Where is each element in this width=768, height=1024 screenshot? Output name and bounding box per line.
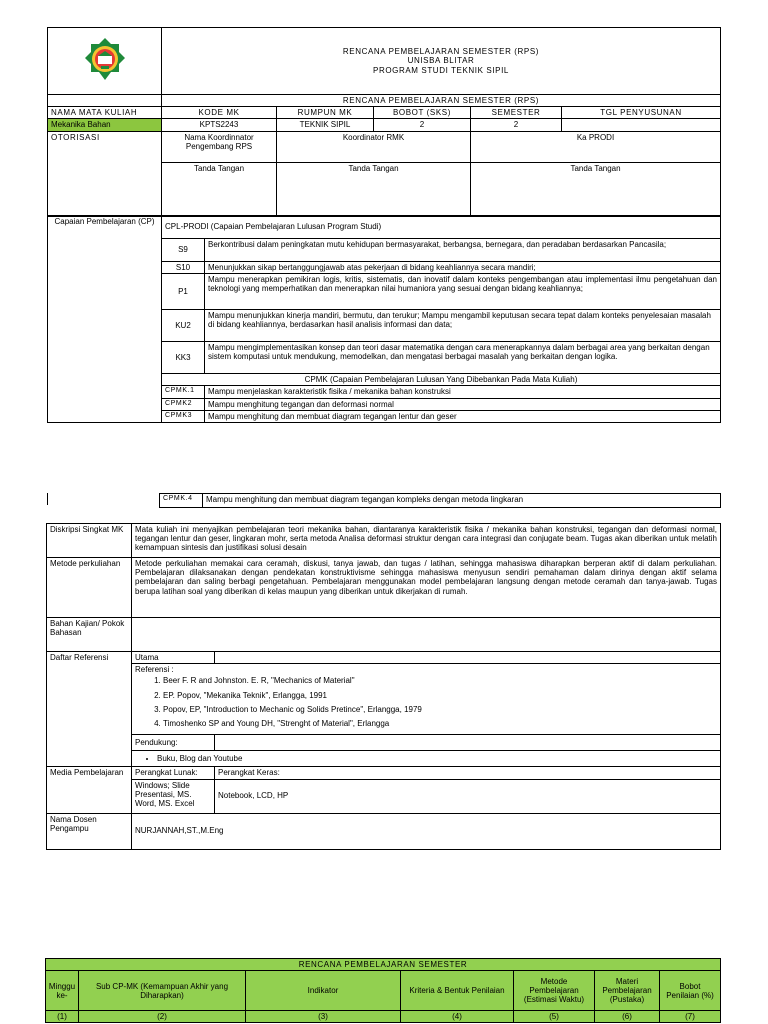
cpl-heading: CPL-PRODI (Capaian Pembelajaran Lulusan Program Studi) <box>162 216 721 239</box>
cpmk-text: Mampu menghitung dan membuat diagram tegangan kompleks dengan metoda lingkaran <box>203 494 721 508</box>
unisba-logo-icon <box>81 36 129 84</box>
cp-table <box>47 215 721 423</box>
pendukung-label: Pendukung: <box>132 735 215 751</box>
koordinator-rmk: Koordinator RMK <box>277 131 471 162</box>
cpmk-code: CPMK.1 <box>162 386 205 398</box>
course-label-row <box>48 107 721 119</box>
cpl-text: Menunjukkan sikap bertanggungjawab atas pekerjaan di bidang keahliannya secara mandiri; <box>205 262 721 274</box>
otorisasi-label: OTORISASI <box>48 131 162 216</box>
title-line-3: PROGRAM STUDI TEKNIK SIPIL <box>373 65 509 75</box>
perangkat-lunak-label: Perangkat Lunak: <box>132 767 215 779</box>
cpl-code: P1 <box>162 274 205 310</box>
bahan-label: Bahan Kajian/ Pokok Bahasan <box>47 618 132 652</box>
cpl-text: Mampu menunjukkan kinerja mandiri, bermutu, dan terukur; Mampu mengambil keputusan secara tepat dalam konteks penyelesaian masalah di bidang keahliannya, berdasarkan hasil analisis informasi dan data; <box>205 310 721 342</box>
col-metode: Metode Pembelajaran (Estimasi Waktu) <box>514 971 595 1011</box>
col-number: (2) <box>79 1011 246 1023</box>
referensi-list-cell <box>132 664 721 735</box>
bahan-text <box>132 618 721 652</box>
title-line-2: UNISBA BLITAR <box>407 56 475 66</box>
referensi-label: Daftar Referensi <box>47 652 132 767</box>
pendukung-item: • Buku, Blog dan Youtube <box>157 754 717 763</box>
course-value-row <box>48 119 721 131</box>
cpl-code: S10 <box>162 262 205 274</box>
value-nama-mk: Mekanika Bahan <box>48 119 162 131</box>
value-rumpun-mk: TEKNIK SIPIL <box>277 119 374 131</box>
pendukung-list-cell <box>132 751 721 767</box>
koordinator-pengembang: Nama Koordinnator Pengembang RPS <box>162 131 277 162</box>
cpmk-text: Mampu menghitung dan membuat diagram tegangan lentur dan geser <box>205 410 721 422</box>
cpmk4-table <box>159 493 721 508</box>
utama-label: Utama <box>132 652 215 664</box>
reference-item: 2. EP. Popov, "Mekanika Teknik", Erlangga, 1991 <box>163 691 717 700</box>
cpmk-text: Mampu menghitung tegangan dan deformasi normal <box>205 398 721 410</box>
deskripsi-text: Mata kuliah ini menyajikan pembelajaran teori mekanika bahan, diantaranya karakteristik fisika / mekanika bahan konstruksi, tegangan dan deformasi normal, tegangan lentur dan geser, lingkaran mohr, serta metoda Analisa deformasi struktur dengan cara integrasi dan conjugate beam. Tugas akan diberikan untuk melatih kemampuan sintesis dan justifikasi solusi desain <box>132 524 721 558</box>
cpl-code: S9 <box>162 239 205 262</box>
cp-label: Capaian Pembelajaran (CP) <box>48 216 162 423</box>
rps-header-row <box>46 971 721 1011</box>
cpl-text: Mampu menerapkan pemikiran logis, kritis, sistematis, dan inovatif dalam konteks pengembangan atau implementasi ilmu pengetahuan dan teknologi yang memperhatikan dan menerapkan nilai humaniora yang sesuai dengan bidang keahliannya; <box>205 274 721 310</box>
cpmk-row <box>160 494 721 508</box>
col-sub-cpmk: Sub CP-MK (Kemampuan Akhir yang Diharapkan) <box>79 971 246 1011</box>
col-minggu: Minggu ke- <box>46 971 79 1011</box>
col-indikator: Indikator <box>246 971 401 1011</box>
details-table <box>46 523 721 850</box>
logo-cell <box>48 28 162 95</box>
value-kode-mk: KPTS2243 <box>162 119 277 131</box>
col-materi: Materi Pembelajaran (Pustaka) <box>595 971 660 1011</box>
metode-label: Metode perkuliahan <box>47 558 132 618</box>
perangkat-lunak-value: Windows; Slide Presentasi, MS. Word, MS. Excel <box>132 779 215 813</box>
value-bobot: 2 <box>374 119 471 131</box>
deskripsi-label: Diskripsi Singkat MK <box>47 524 132 558</box>
cpmk-heading: CPMK (Capaian Pembelajaran Lulusan Yang Dibebankan Pada Mata Kuliah) <box>162 374 721 386</box>
col-number: (5) <box>514 1011 595 1023</box>
dosen-name: NURJANNAH,ST.,M.Eng <box>132 813 721 849</box>
label-nama-mk: NAMA MATA KULIAH <box>48 107 162 119</box>
label-rumpun-mk: RUMPUN MK <box>277 107 374 119</box>
label-tgl-penyusunan: TGL PENYUSUNAN <box>562 107 721 119</box>
col-number: (7) <box>660 1011 721 1023</box>
perangkat-keras-label: Perangkat Keras: <box>215 767 721 779</box>
rps-subtitle: RENCANA PEMBELAJARAN SEMESTER (RPS) <box>162 95 721 107</box>
signature-1: Tanda Tangan <box>162 162 277 216</box>
cpl-text: Berkontribusi dalam peningkatan mutu kehidupan bermasyarakat, berbangsa, bernegara, dan peradaban berdasarkan Pancasila; <box>205 239 721 262</box>
ka-prodi: Ka PRODI <box>471 131 721 162</box>
rps-table-title: RENCANA PEMBELAJARAN SEMESTER <box>46 959 721 971</box>
cpmk-code: CPMK3 <box>162 410 205 422</box>
value-semester: 2 <box>471 119 562 131</box>
label-semester: SEMESTER <box>471 107 562 119</box>
label-bobot: BOBOT (SKS) <box>374 107 471 119</box>
referensi-list <box>135 676 717 728</box>
label-kode-mk: KODE MK <box>162 107 277 119</box>
reference-item: 4. Timoshenko SP and Young DH, "Strenght of Material", Erlangga <box>163 719 717 728</box>
col-kriteria: Kriteria & Bentuk Penilaian <box>401 971 514 1011</box>
title-line-1: RENCANA PEMBELAJARAN SEMESTER (RPS) <box>342 47 540 57</box>
cpl-code: KK3 <box>162 342 205 374</box>
metode-text: Metode perkuliahan memakai cara ceramah, diskusi, tanya jawab, dan tugas / latihan, sehingga mahasiswa diharapkan berperan aktif di dalam perkuliahan. Pembelajaran dilaksanakan dengan pendekatan konstruktivisme sehingga mahasiswa menyusun sendiri pemahaman dalam dirinya dengan aktif selama pembelajaran dan saling berbagi pengetahuan. Pembelajaran menggunakan model pembelajaran langsung dengan metode ceramah dan tanya-jawab. Tugas berupa latihan soal yang diberikan di kelas maupun yang diberikan untuk dikerjakan di rumah. <box>132 558 721 618</box>
col-number: (1) <box>46 1011 79 1023</box>
referensi-heading: Referensi : <box>135 665 174 675</box>
col-bobot: Bobot Penilaian (%) <box>660 971 721 1011</box>
reference-item: 1. Beer F. R and Johnston. E. R, "Mechanics of Material" <box>163 676 717 685</box>
rps-header-table <box>47 27 721 217</box>
pendukung-list <box>135 754 717 763</box>
value-tgl-penyusunan <box>562 119 721 131</box>
reference-item: 3. Popov, EP, "Introduction to Mechanic og Solids Pretince", Erlangga, 1979 <box>163 705 717 714</box>
title-block <box>162 28 721 95</box>
col-number: (4) <box>401 1011 514 1023</box>
signature-3: Tanda Tangan <box>471 162 721 216</box>
page-break-marker <box>47 493 48 505</box>
signature-2: Tanda Tangan <box>277 162 471 216</box>
dosen-label: Nama Dosen Pengampu <box>47 813 132 849</box>
cpmk-text: Mampu menjelaskan karakteristik fisika / mekanika bahan konstruksi <box>205 386 721 398</box>
cpl-text: Mampu mengimplementasikan konsep dan teori dasar matematika dengan cara menerapkannya dalam berbagai area yang berkaitan dengan sistem komputasi untuk mendukung, memodelkan, dan mengatasi berbagai masalah yang berkaitan dengan logika. <box>205 342 721 374</box>
rps-number-row <box>46 1011 721 1023</box>
cpmk-code: CPMK2 <box>162 398 205 410</box>
media-label: Media Pembelajaran <box>47 767 132 813</box>
col-number: (6) <box>595 1011 660 1023</box>
rps-semester-table <box>45 958 721 1023</box>
cpmk-code: CPMK.4 <box>160 494 203 508</box>
col-number: (3) <box>246 1011 401 1023</box>
cpl-code: KU2 <box>162 310 205 342</box>
perangkat-keras-value: Notebook, LCD, HP <box>215 779 721 813</box>
